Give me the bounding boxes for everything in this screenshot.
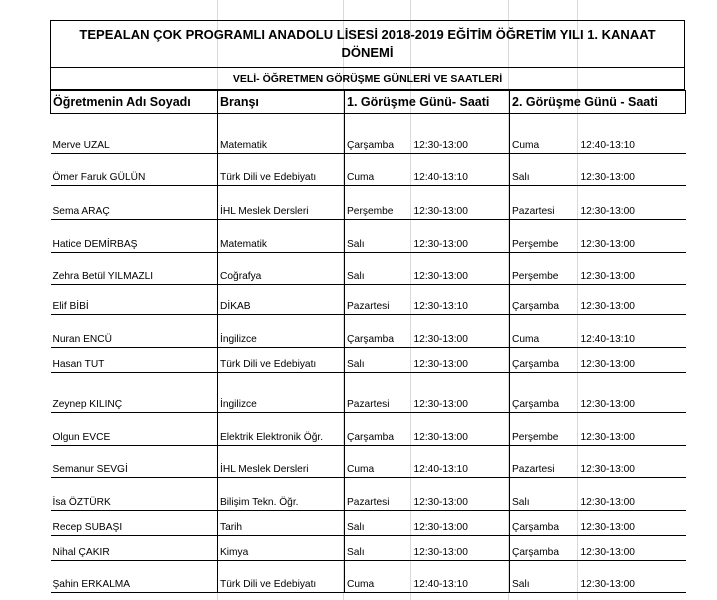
page-title: TEPEALAN ÇOK PROGRAMLI ANADOLU LİSESİ 2018-2019 EĞİTİM ÖĞRETİM YILI 1. KANAAT DÖNEMİ: [50, 20, 685, 68]
meeting-2-time-cell[interactable]: 12:30-13:00: [579, 511, 686, 536]
table-row: [51, 561, 686, 593]
meeting-2-day-cell[interactable]: Perşembe: [510, 253, 579, 285]
branch-cell[interactable]: Tarih: [218, 511, 345, 536]
branch-cell[interactable]: Bilişim Tekn. Öğr.: [218, 478, 345, 511]
teacher-name-cell[interactable]: Sema ARAÇ: [51, 186, 218, 220]
teacher-name-cell[interactable]: Semanur SEVGİ: [51, 446, 218, 478]
schedule-body: [51, 114, 686, 593]
meeting-1-day-cell[interactable]: Pazartesi: [345, 285, 412, 315]
meeting-2-day-cell[interactable]: Çarşamba: [510, 511, 579, 536]
teacher-name-cell[interactable]: Hatice DEMİRBAŞ: [51, 220, 218, 253]
table-row: [51, 114, 686, 154]
meeting-2-time-cell[interactable]: 12:30-13:00: [579, 348, 686, 373]
meeting-1-time-cell[interactable]: 12:30-13:00: [412, 348, 510, 373]
meeting-2-time-cell[interactable]: 12:30-13:00: [579, 220, 686, 253]
meeting-2-time-cell[interactable]: 12:30-13:00: [579, 285, 686, 315]
meeting-2-day-cell[interactable]: Pazartesi: [510, 446, 579, 478]
table-row: [51, 285, 686, 315]
meeting-2-time-cell[interactable]: 12:30-13:00: [579, 561, 686, 593]
meeting-1-day-cell[interactable]: Salı: [345, 253, 412, 285]
meeting-1-day-cell[interactable]: Cuma: [345, 561, 412, 593]
header-name[interactable]: Öğretmenin Adı Soyadı: [51, 91, 218, 114]
header-meeting-1[interactable]: 1. Görüşme Günü- Saati: [345, 91, 510, 114]
meeting-1-time-cell[interactable]: 12:40-13:10: [412, 561, 510, 593]
meeting-2-day-cell[interactable]: Salı: [510, 561, 579, 593]
meeting-2-day-cell[interactable]: Çarşamba: [510, 285, 579, 315]
page-subtitle: VELİ- ÖĞRETMEN GÖRÜŞME GÜNLERİ VE SAATLERİ: [50, 68, 685, 90]
meeting-1-time-cell[interactable]: 12:30-13:00: [412, 114, 510, 154]
meeting-1-day-cell[interactable]: Salı: [345, 220, 412, 253]
header-row: [51, 91, 686, 114]
branch-cell[interactable]: İngilizce: [218, 373, 345, 413]
table-row: [51, 536, 686, 561]
meeting-1-day-cell[interactable]: Çarşamba: [345, 114, 412, 154]
meeting-1-time-cell[interactable]: 12:30-13:00: [412, 220, 510, 253]
meeting-2-time-cell[interactable]: 12:40-13:10: [579, 114, 686, 154]
meeting-1-day-cell[interactable]: Pazartesi: [345, 373, 412, 413]
meeting-1-time-cell[interactable]: 12:30-13:00: [412, 413, 510, 446]
table-row: [51, 446, 686, 478]
table-row: [51, 253, 686, 285]
meeting-2-day-cell[interactable]: Salı: [510, 154, 579, 186]
header-branch[interactable]: Branşı: [218, 91, 345, 114]
schedule-table: [50, 90, 686, 593]
branch-cell[interactable]: Türk Dili ve Edebiyatı: [218, 154, 345, 186]
teacher-name-cell[interactable]: Şahin ERKALMA: [51, 561, 218, 593]
meeting-1-day-cell[interactable]: Cuma: [345, 446, 412, 478]
meeting-1-time-cell[interactable]: 12:30-13:00: [412, 186, 510, 220]
branch-cell[interactable]: İngilizce: [218, 315, 345, 348]
teacher-name-cell[interactable]: Zeynep KILINÇ: [51, 373, 218, 413]
table-row: [51, 373, 686, 413]
meeting-2-time-cell[interactable]: 12:30-13:00: [579, 536, 686, 561]
table-row: [51, 186, 686, 220]
table-row: [51, 220, 686, 253]
table-row: [51, 413, 686, 446]
teacher-name-cell[interactable]: Nihal ÇAKIR: [51, 536, 218, 561]
meeting-1-time-cell[interactable]: 12:30-13:00: [412, 536, 510, 561]
meeting-2-time-cell[interactable]: 12:30-13:00: [579, 478, 686, 511]
branch-cell[interactable]: Elektrik Elektronik Öğr.: [218, 413, 345, 446]
meeting-1-day-cell[interactable]: Pazartesi: [345, 478, 412, 511]
branch-cell[interactable]: İHL Meslek Dersleri: [218, 186, 345, 220]
meeting-2-time-cell[interactable]: 12:30-13:00: [579, 253, 686, 285]
meeting-1-time-cell[interactable]: 12:30-13:00: [412, 511, 510, 536]
meeting-2-day-cell[interactable]: Çarşamba: [510, 373, 579, 413]
meeting-2-day-cell[interactable]: Çarşamba: [510, 348, 579, 373]
meeting-2-time-cell[interactable]: 12:30-13:00: [579, 373, 686, 413]
table-row: [51, 315, 686, 348]
branch-cell[interactable]: Kimya: [218, 536, 345, 561]
table-row: [51, 348, 686, 373]
meeting-1-time-cell[interactable]: 12:40-13:10: [412, 154, 510, 186]
meeting-1-day-cell[interactable]: Salı: [345, 536, 412, 561]
teacher-name-cell[interactable]: Recep SUBAŞI: [51, 511, 218, 536]
meeting-1-time-cell[interactable]: 12:30-13:00: [412, 253, 510, 285]
meeting-2-day-cell[interactable]: Pazartesi: [510, 186, 579, 220]
teacher-name-cell[interactable]: Hasan TUT: [51, 348, 218, 373]
meeting-2-time-cell[interactable]: 12:30-13:00: [579, 413, 686, 446]
meeting-1-time-cell[interactable]: 12:30-13:10: [412, 285, 510, 315]
branch-cell[interactable]: Türk Dili ve Edebiyatı: [218, 348, 345, 373]
teacher-name-cell[interactable]: Zehra Betül YILMAZLI: [51, 253, 218, 285]
teacher-name-cell[interactable]: İsa ÖZTÜRK: [51, 478, 218, 511]
meeting-1-day-cell[interactable]: Cuma: [345, 154, 412, 186]
teacher-name-cell[interactable]: Elif BİBİ: [51, 285, 218, 315]
meeting-2-day-cell[interactable]: Cuma: [510, 315, 579, 348]
meeting-1-day-cell[interactable]: Salı: [345, 348, 412, 373]
meeting-2-time-cell[interactable]: 12:30-13:00: [579, 154, 686, 186]
teacher-name-cell[interactable]: Ömer Faruk GÜLÜN: [51, 154, 218, 186]
meeting-1-day-cell[interactable]: Perşembe: [345, 186, 412, 220]
header-meeting-2[interactable]: 2. Görüşme Günü - Saati: [510, 91, 686, 114]
branch-cell[interactable]: Matematik: [218, 114, 345, 154]
branch-cell[interactable]: Matematik: [218, 220, 345, 253]
teacher-name-cell[interactable]: Nuran ENCÜ: [51, 315, 218, 348]
teacher-name-cell[interactable]: Merve UZAL: [51, 114, 218, 154]
meeting-2-day-cell[interactable]: Salı: [510, 478, 579, 511]
meeting-1-time-cell[interactable]: 12:30-13:00: [412, 478, 510, 511]
meeting-2-day-cell[interactable]: Cuma: [510, 114, 579, 154]
meeting-1-time-cell[interactable]: 12:30-13:00: [412, 315, 510, 348]
meeting-1-day-cell[interactable]: Çarşamba: [345, 413, 412, 446]
meeting-2-day-cell[interactable]: Perşembe: [510, 220, 579, 253]
meeting-1-time-cell[interactable]: 12:30-13:00: [412, 373, 510, 413]
meeting-2-time-cell[interactable]: 12:30-13:00: [579, 186, 686, 220]
meeting-2-time-cell[interactable]: 12:40-13:10: [579, 315, 686, 348]
table-row: [51, 511, 686, 536]
branch-cell[interactable]: Türk Dili ve Edebiyatı: [218, 561, 345, 593]
meeting-1-time-cell[interactable]: 12:40-13:10: [412, 446, 510, 478]
branch-cell[interactable]: DİKAB: [218, 285, 345, 315]
table-row: [51, 154, 686, 186]
meeting-1-day-cell[interactable]: Salı: [345, 511, 412, 536]
teacher-name-cell[interactable]: Olgun EVCE: [51, 413, 218, 446]
meeting-1-day-cell[interactable]: Çarşamba: [345, 315, 412, 348]
meeting-2-day-cell[interactable]: Çarşamba: [510, 536, 579, 561]
branch-cell[interactable]: İHL Meslek Dersleri: [218, 446, 345, 478]
meeting-2-time-cell[interactable]: 12:30-13:00: [579, 446, 686, 478]
branch-cell[interactable]: Coğrafya: [218, 253, 345, 285]
meeting-2-day-cell[interactable]: Perşembe: [510, 413, 579, 446]
table-row: [51, 478, 686, 511]
